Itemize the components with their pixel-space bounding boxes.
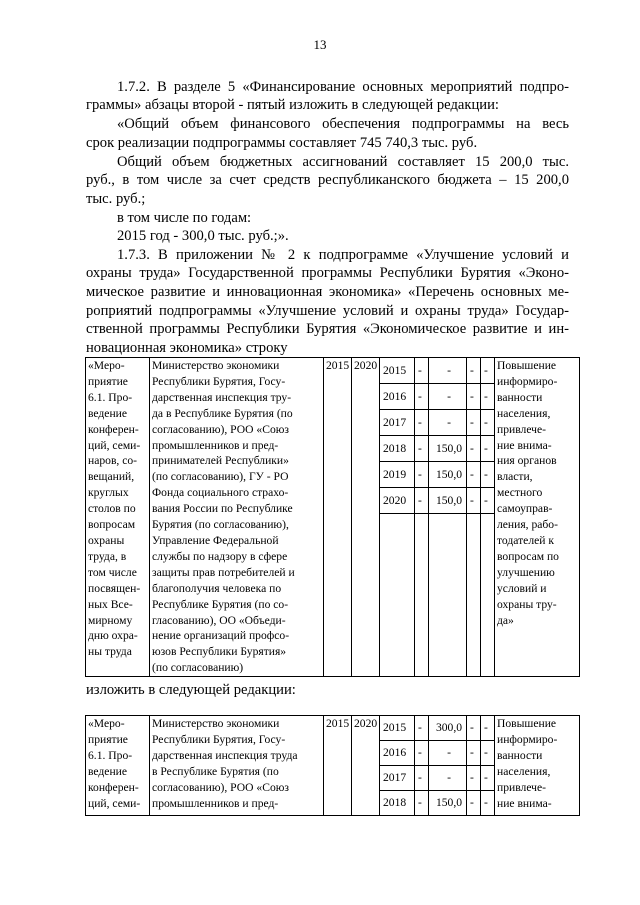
cell-text-line: населения, bbox=[497, 764, 551, 778]
para-5: 2015 год - 300,0 тыс. руб.;». bbox=[117, 228, 289, 244]
cell-text-line: Управление Федеральной bbox=[152, 533, 279, 547]
expected-result-lines bbox=[497, 358, 577, 628]
para-4: в том числе по годам: bbox=[117, 210, 252, 226]
value-cell: - bbox=[467, 766, 481, 791]
measure-name-lines bbox=[88, 358, 147, 660]
executors-lines bbox=[152, 716, 321, 811]
value-cell: - bbox=[481, 488, 495, 514]
cell-text-line: вопросам bbox=[88, 518, 136, 532]
measure-name-cell bbox=[86, 716, 150, 816]
para-6-line-4: роприятий подпрограммы «Улучшение условий и охраны труда» Государ- bbox=[86, 303, 569, 319]
cell-text-line: дарственная инспекция тру- bbox=[152, 390, 292, 404]
cell-text-line: дарственная инспекция труда bbox=[152, 748, 298, 762]
cell-text-line: защиты прав потребителей и bbox=[152, 565, 295, 579]
end-year-cell: 2020 bbox=[352, 358, 380, 677]
cell-text-line: круглых bbox=[88, 486, 129, 500]
value-cell: - bbox=[415, 358, 429, 384]
cell-text-line: Министерство экономики bbox=[152, 717, 280, 730]
cell-text-line: юзов Республики Бурятия» bbox=[152, 645, 287, 659]
cell-text-line: конферен- bbox=[88, 780, 139, 794]
value-cell: - bbox=[481, 462, 495, 488]
cell-text-line: службы по надзору в сфере bbox=[152, 549, 288, 563]
value-cell: - bbox=[467, 358, 481, 384]
para-3-line-2: руб., в том числе за счет средств республиканского бюджета – 15 200,0 bbox=[86, 172, 569, 188]
cell-text-line: самоуправ- bbox=[497, 502, 553, 516]
cell-text-line: ций, семи- bbox=[88, 438, 141, 452]
value-cell: - bbox=[481, 741, 495, 766]
para-3-line-1: Общий объем бюджетных ассигнований составляет 15 200,0 тыс. bbox=[117, 154, 569, 170]
cell-text-line: улучшению bbox=[497, 565, 555, 579]
cell-text-line: Повышение bbox=[497, 717, 557, 730]
cell-text-line: ния органов bbox=[497, 454, 557, 468]
value-cell: - bbox=[467, 410, 481, 436]
value-cell: - bbox=[429, 741, 467, 766]
para-1-line-1: 1.7.2. В разделе 5 «Финансирование основных мероприятий подпро- bbox=[117, 79, 569, 95]
between-text: изложить в следующей редакции: bbox=[86, 682, 296, 698]
cell-text-line: промышленников и пред- bbox=[152, 796, 279, 810]
cell-text-line: благополучия человека по bbox=[152, 581, 282, 595]
year-cell: 2019 bbox=[380, 462, 415, 488]
value-cell: - bbox=[415, 791, 429, 816]
expected-result-cell bbox=[495, 716, 580, 816]
cell-text-line: власти, bbox=[497, 470, 533, 484]
measures-table-old bbox=[85, 357, 580, 677]
executors-lines bbox=[152, 358, 321, 676]
cell-text-line: ванности bbox=[497, 390, 543, 404]
cell-text-line: ления, рабо- bbox=[497, 518, 558, 532]
value-cell: - bbox=[415, 741, 429, 766]
cell-text-line: да» bbox=[497, 613, 514, 627]
cell-text-line: том числе bbox=[88, 565, 137, 579]
value-cell: - bbox=[467, 436, 481, 462]
year-cell: 2017 bbox=[380, 766, 415, 791]
cell-text-line: (по согласованию) bbox=[152, 661, 244, 675]
value-cell: - bbox=[415, 488, 429, 514]
cell-text-line: Министерство экономики bbox=[152, 359, 280, 372]
value-cell: - bbox=[415, 410, 429, 436]
cell-text-line: «Меро- bbox=[88, 717, 125, 730]
value-cell: - bbox=[481, 791, 495, 816]
expected-result-cell bbox=[495, 358, 580, 677]
cell-text-line: «Меро- bbox=[88, 359, 125, 372]
measures-table-new bbox=[85, 715, 580, 816]
value-cell: - bbox=[481, 410, 495, 436]
para-6-line-6: новационная экономика» строку bbox=[86, 340, 288, 356]
cell-text-line: согласованию), РОО «Союз bbox=[152, 780, 289, 794]
year-cell: 2016 bbox=[380, 384, 415, 410]
cell-text-line: 6.1. Про- bbox=[88, 748, 133, 762]
value-cell: - bbox=[467, 462, 481, 488]
cell-text-line: Республики Бурятия, Госу- bbox=[152, 732, 286, 746]
cell-text-line: Республики Бурятия, Госу- bbox=[152, 374, 286, 388]
cell-text-line: информиро- bbox=[497, 374, 558, 388]
cell-text-line: привлече- bbox=[497, 780, 547, 794]
cell-text-line: промышленников и пред- bbox=[152, 438, 279, 452]
end-year-cell: 2020 bbox=[352, 716, 380, 816]
empty-cell bbox=[415, 514, 429, 677]
value-cell: - bbox=[415, 766, 429, 791]
cell-text-line: ванности bbox=[497, 748, 543, 762]
cell-text-line: Республике Бурятия (по со- bbox=[152, 597, 289, 611]
value-cell: - bbox=[429, 766, 467, 791]
cell-text-line: 6.1. Про- bbox=[88, 390, 133, 404]
cell-text-line: приятие bbox=[88, 732, 128, 746]
cell-text-line: Бурятия (по согласованию), bbox=[152, 518, 289, 532]
cell-text-line: нение организаций профсо- bbox=[152, 629, 290, 643]
expected-result-lines bbox=[497, 716, 577, 811]
cell-text-line: ны труда bbox=[88, 645, 132, 659]
year-cell: 2017 bbox=[380, 410, 415, 436]
para-6-line-5: ственной программы Республики Бурятия «Экономическое развитие и ин- bbox=[86, 321, 569, 337]
year-cell: 2016 bbox=[380, 741, 415, 766]
year-cell: 2015 bbox=[380, 716, 415, 741]
cell-text-line: дню охра- bbox=[88, 629, 138, 643]
value-cell: - bbox=[467, 791, 481, 816]
empty-cell bbox=[467, 514, 481, 677]
para-6-line-3: мическое развитие и инновационная экономика» «Перечень основных ме- bbox=[86, 284, 569, 300]
executors-cell bbox=[150, 358, 324, 677]
cell-text-line: информиро- bbox=[497, 732, 558, 746]
executors-cell bbox=[150, 716, 324, 816]
cell-text-line: вания России по Республике bbox=[152, 502, 293, 516]
value-cell: - bbox=[481, 766, 495, 791]
cell-text-line: ных Все- bbox=[88, 597, 133, 611]
page-number: 13 bbox=[313, 37, 327, 52]
para-1-line-2: граммы» абзацы второй - пятый изложить в следующей редакции: bbox=[86, 97, 499, 113]
value-cell: - bbox=[467, 488, 481, 514]
value-cell: 150,0 bbox=[429, 436, 467, 462]
value-cell: - bbox=[415, 384, 429, 410]
cell-text-line: согласованию), РОО «Союз bbox=[152, 422, 289, 436]
cell-text-line: да в Республике Бурятия (по bbox=[152, 406, 293, 420]
year-cell: 2018 bbox=[380, 436, 415, 462]
start-year-cell: 2015 bbox=[324, 716, 352, 816]
value-cell: - bbox=[415, 436, 429, 462]
value-cell: 150,0 bbox=[429, 488, 467, 514]
empty-cell bbox=[429, 514, 467, 677]
start-year-cell: 2015 bbox=[324, 358, 352, 677]
cell-text-line: Фонда социального страхо- bbox=[152, 486, 289, 500]
cell-text-line: вопросам по bbox=[497, 549, 559, 563]
cell-text-line: гласованию), ОО «Объеди- bbox=[152, 613, 286, 627]
value-cell: 150,0 bbox=[429, 791, 467, 816]
cell-text-line: труда, в bbox=[88, 549, 127, 563]
para-6-line-2: охраны труда» Государственной программы Республики Бурятия «Эконо- bbox=[86, 265, 569, 281]
empty-cell bbox=[380, 514, 415, 677]
value-cell: - bbox=[429, 410, 467, 436]
cell-text-line: ведение bbox=[88, 406, 127, 420]
cell-text-line: охраны bbox=[88, 533, 125, 547]
cell-text-line: охраны тру- bbox=[497, 597, 557, 611]
value-cell: - bbox=[467, 384, 481, 410]
value-cell: - bbox=[481, 436, 495, 462]
para-6-line-1: 1.7.3. В приложении № 2 к подпрограмме «Улучшение условий и bbox=[117, 247, 569, 263]
cell-text-line: принимателей Республики» bbox=[152, 454, 289, 468]
measure-name-cell bbox=[86, 358, 150, 677]
empty-cell bbox=[481, 514, 495, 677]
cell-text-line: населения, bbox=[497, 406, 551, 420]
value-cell: - bbox=[429, 384, 467, 410]
cell-text-line: ние внима- bbox=[497, 438, 552, 452]
year-cell: 2015 bbox=[380, 358, 415, 384]
cell-text-line: наров, со- bbox=[88, 454, 138, 468]
cell-text-line: ведение bbox=[88, 764, 127, 778]
value-cell: - bbox=[481, 384, 495, 410]
cell-text-line: мирному bbox=[88, 613, 133, 627]
para-2-line-1: «Общий объем финансового обеспечения подпрограммы на весь bbox=[117, 116, 569, 132]
value-cell: - bbox=[481, 358, 495, 384]
cell-text-line: тодателей к bbox=[497, 533, 555, 547]
cell-text-line: привлече- bbox=[497, 422, 547, 436]
value-cell: 300,0 bbox=[429, 716, 467, 741]
value-cell: - bbox=[429, 358, 467, 384]
value-cell: - bbox=[467, 741, 481, 766]
value-cell: - bbox=[415, 716, 429, 741]
cell-text-line: ние внима- bbox=[497, 796, 552, 810]
cell-text-line: условий и bbox=[497, 581, 547, 595]
value-cell: 150,0 bbox=[429, 462, 467, 488]
value-cell: - bbox=[481, 716, 495, 741]
cell-text-line: в Республике Бурятия (по bbox=[152, 764, 279, 778]
value-cell: - bbox=[467, 716, 481, 741]
para-2-line-2: срок реализации подпрограммы составляет 745 740,3 тыс. руб. bbox=[86, 135, 478, 151]
cell-text-line: конферен- bbox=[88, 422, 139, 436]
cell-text-line: Повышение bbox=[497, 359, 557, 372]
cell-text-line: столов по bbox=[88, 502, 136, 516]
measure-name-lines bbox=[88, 716, 147, 811]
year-cell: 2020 bbox=[380, 488, 415, 514]
year-cell: 2018 bbox=[380, 791, 415, 816]
para-3-line-3: тыс. руб.; bbox=[86, 191, 146, 207]
cell-text-line: местного bbox=[497, 486, 543, 500]
cell-text-line: приятие bbox=[88, 374, 128, 388]
cell-text-line: посвящен- bbox=[88, 581, 141, 595]
value-cell: - bbox=[415, 462, 429, 488]
cell-text-line: вещаний, bbox=[88, 470, 135, 484]
cell-text-line: ций, семи- bbox=[88, 796, 141, 810]
cell-text-line: (по согласованию), ГУ - РО bbox=[152, 470, 289, 484]
